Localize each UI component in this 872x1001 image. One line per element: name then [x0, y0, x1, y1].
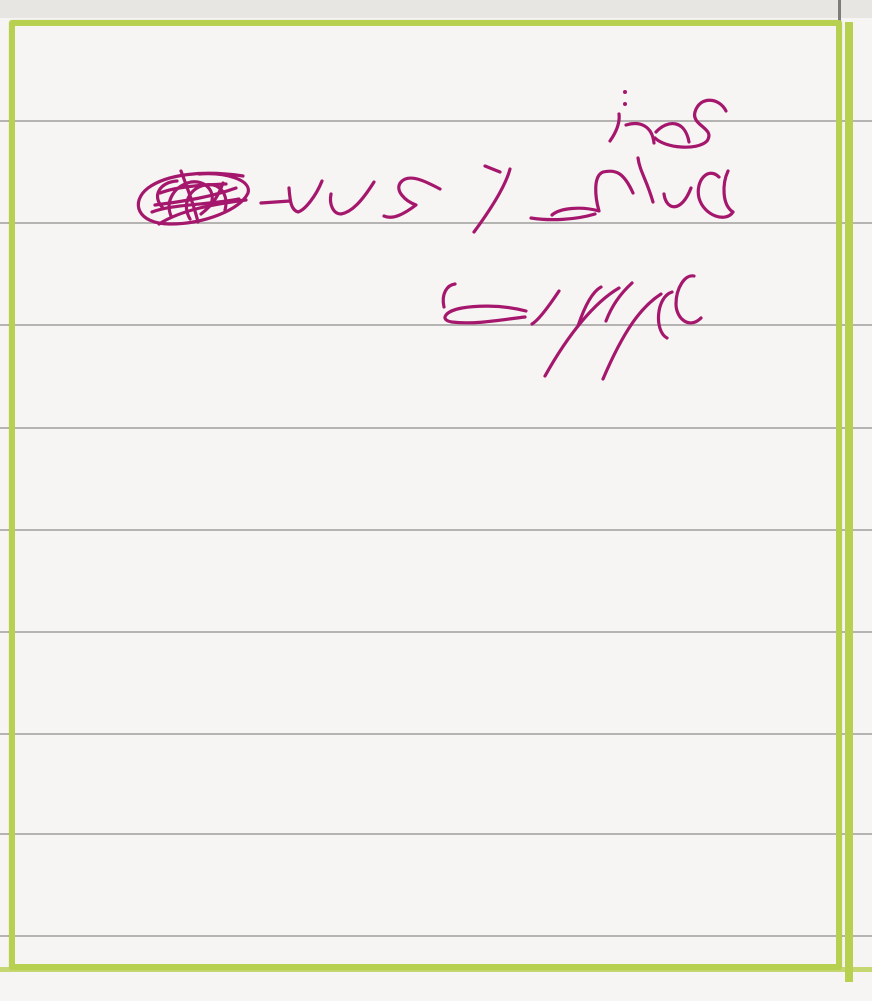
green-bottom-margin: [0, 967, 872, 972]
paper-top-edge: [0, 0, 872, 18]
green-margin-frame: [9, 20, 842, 970]
green-right-margin: [845, 22, 853, 982]
paper-fold-mark: [838, 0, 841, 22]
